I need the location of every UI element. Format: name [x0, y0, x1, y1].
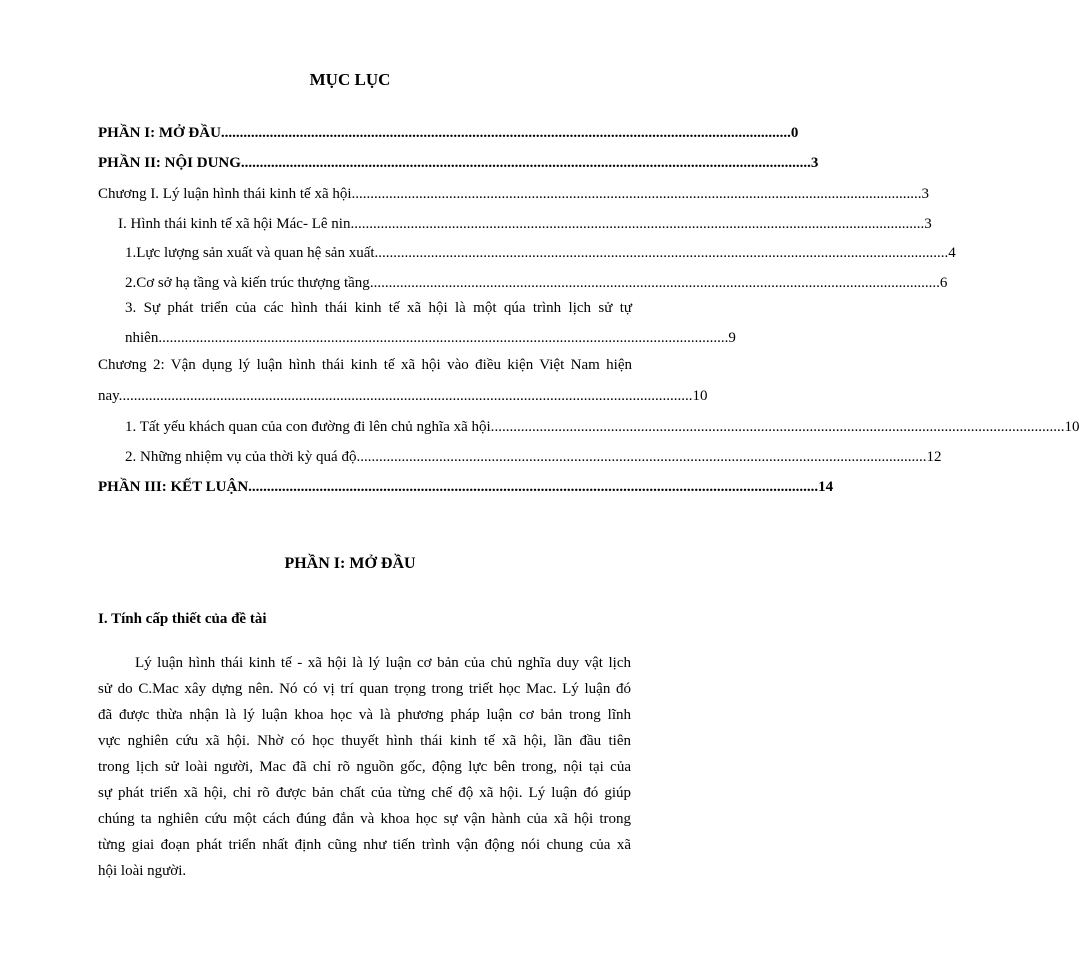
toc-entry-label: PHẦN III: KẾT LUẬN [98, 479, 249, 495]
paragraph-line: hội loài người. [98, 863, 187, 879]
toc-leader-dots: ........................................................................................................................................................ [240, 155, 811, 171]
toc-entry[interactable] [118, 211, 932, 233]
paragraph-line: vực nghiên cứu xã hội. Nhờ có học thuyết hình thái kinh tế xã hội, lần đầu tiên [98, 733, 631, 749]
toc-entry-page: 10 [692, 388, 708, 404]
toc-leader-dots: ........................................................................................................................................................ [356, 449, 927, 465]
toc-entry[interactable] [98, 120, 799, 142]
toc-entry-page: 10 [1064, 419, 1079, 435]
toc-entry-page: 6 [939, 275, 948, 291]
toc-entry-label: 2. Những nhiệm vụ của thời kỳ quá độ [125, 449, 357, 465]
toc-leader-dots: ........................................................................................................................................................ [351, 186, 922, 202]
paragraph-line: Lý luận hình thái kinh tế - xã hội là lý luận cơ bản của chủ nghĩa duy vật lịch [135, 655, 631, 671]
toc-entry[interactable] [125, 270, 948, 292]
toc-entry-page: 14 [818, 479, 834, 495]
toc-entry-page: 12 [926, 449, 942, 465]
toc-entry-page: 0 [790, 125, 799, 141]
toc-title: MỤC LỤC [309, 70, 391, 89]
toc-entry[interactable] [125, 414, 1079, 436]
toc-entry-label: nhiên [125, 330, 159, 346]
toc-leader-dots: ........................................................................................................................................................ [158, 330, 729, 346]
toc-entry[interactable] [125, 240, 956, 262]
section-title: PHẦN I: MỞ ĐẦU [284, 555, 416, 572]
toc-entry-label: 1.Lực lượng sản xuất và quan hệ sản xuất. [125, 245, 379, 261]
paragraph-line: sự phát triển xã hội, chỉ rõ được bản chất của từng chế độ xã hội. Lý luận đó giúp [98, 785, 631, 801]
paragraph-line: trong lịch sử loài người, Mac đã chỉ rõ nguồn gốc, động lực bên trong, nội tại của [98, 759, 631, 775]
paragraph-line: chúng ta nghiên cứu một cách đúng đắn và khoa học sự vận hành của xã hội trong [98, 811, 631, 827]
toc-leader-dots: ........................................................................................................................................................ [122, 388, 693, 404]
toc-entry-first-line[interactable]: 3. Sự phát triển của các hình thái kinh tế xã hội là một qúa trình lịch sử tự [125, 300, 632, 316]
toc-entry-label: I. Hình thái kinh tế xã hội Mác- Lê nin. [118, 216, 355, 232]
toc-entry-label: PHẦN I: MỞ ĐẦU [98, 125, 221, 141]
toc-entry-label: 2.Cơ sở hạ tầng và kiến trúc thượng tầng [125, 275, 370, 291]
toc-leader-dots: ........................................................................................................................................................ [378, 245, 949, 261]
toc-entry-page: 9 [728, 330, 736, 346]
toc-entry-label: PHẦN II: NỘI DUNG [98, 155, 241, 171]
paragraph-line: sử do C.Mac xây dựng nên. Nó có vị trí quan trọng trong triết học Mac. Lý luận đó [98, 681, 631, 697]
toc-entry[interactable] [125, 325, 736, 347]
toc-entry-page: 4 [948, 245, 956, 261]
toc-entry-label: 1. Tất yếu khách quan của con đường đi lên chủ nghĩa xã hội. [125, 419, 495, 435]
toc-entry[interactable] [98, 181, 930, 203]
toc-entry[interactable] [98, 150, 819, 172]
toc-entry-first-line[interactable]: Chương 2: Vận dụng lý luận hình thái kinh tế xã hội vào điều kiện Việt Nam hiện [98, 357, 632, 373]
toc-leader-dots: ........................................................................................................................................................ [220, 125, 791, 141]
toc-entry[interactable] [98, 474, 834, 496]
sub-heading: I. Tính cấp thiết của đề tài [98, 611, 267, 627]
toc-entry[interactable] [98, 383, 708, 405]
toc-entry-page: 3 [921, 186, 930, 202]
toc-leader-dots: ........................................................................................................................................................ [494, 419, 1065, 435]
toc-entry-page: 3 [924, 216, 932, 232]
toc-leader-dots: ........................................................................................................................................................ [354, 216, 925, 232]
toc-entry-label: nay. [98, 388, 123, 404]
toc-entry[interactable] [125, 444, 942, 466]
paragraph-line: từng giai đoạn phát triển nhất định cũng như tiến trình vận động nói chung của xã [98, 837, 631, 853]
toc-leader-dots: ........................................................................................................................................................ [248, 479, 819, 495]
toc-leader-dots: ........................................................................................................................................................ [369, 275, 940, 291]
toc-entry-page: 3 [810, 155, 819, 171]
paragraph-line: đã được thừa nhận là lý luận khoa học và là phương pháp luận cơ bản trong lĩnh [98, 707, 631, 723]
toc-entry-label: Chương I. Lý luận hình thái kinh tế xã hội [98, 186, 352, 202]
